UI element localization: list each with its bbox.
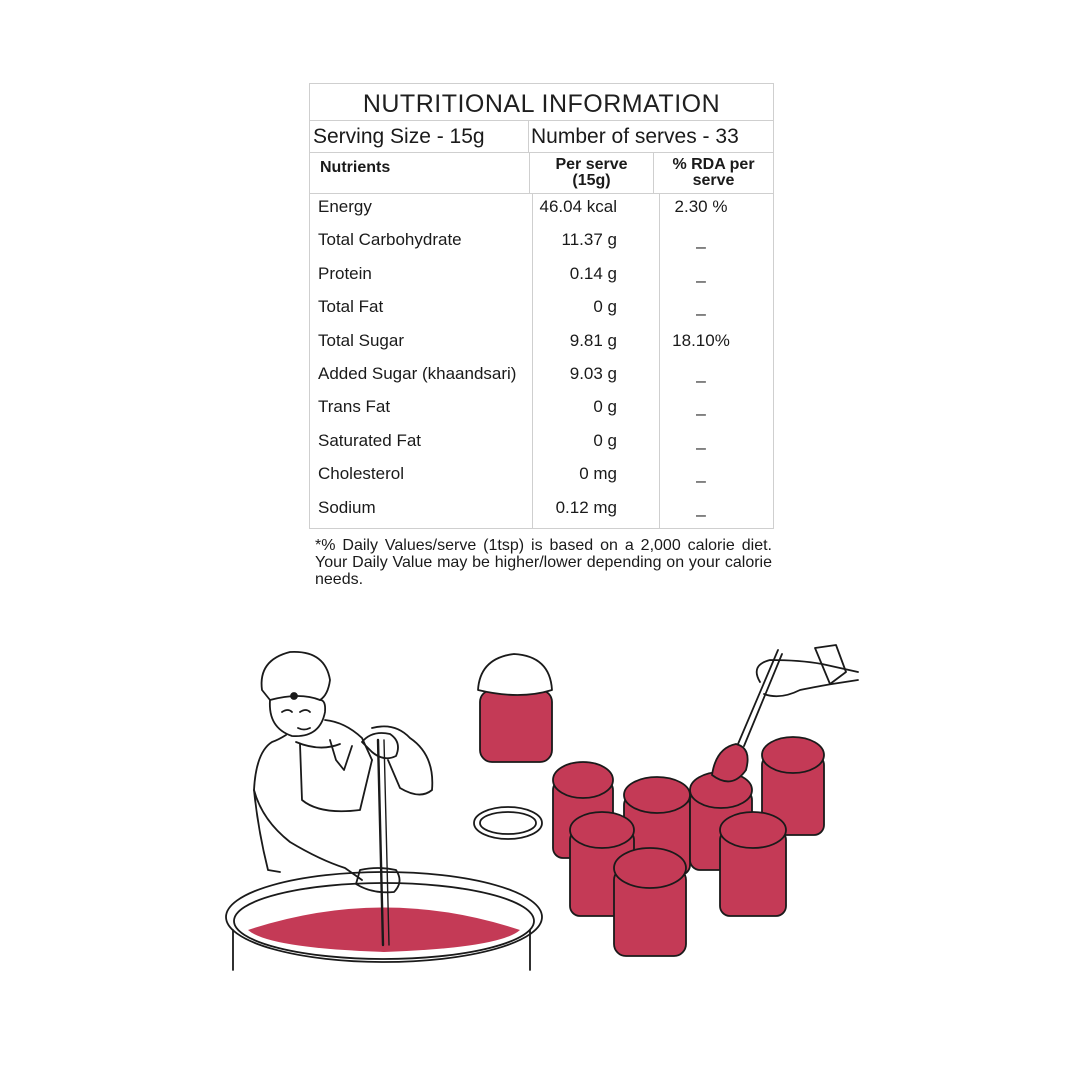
rda-value: _ bbox=[696, 430, 706, 450]
nutrient-name: Saturated Fat bbox=[318, 430, 422, 450]
nutrient-name: Sodium bbox=[318, 497, 376, 517]
rda-value: _ bbox=[696, 397, 706, 417]
per-serve-value: 11.37 g bbox=[561, 230, 617, 250]
per-serve-value: 0 g bbox=[593, 430, 617, 450]
per-serve-value: 0 g bbox=[593, 397, 617, 417]
per-serve-value: 46.04 kcal bbox=[539, 197, 617, 216]
nutrient-name: Trans Fat bbox=[318, 397, 391, 417]
rda-value: _ bbox=[696, 497, 706, 517]
rda-value: _ bbox=[696, 363, 706, 383]
per-serve-value: 0 mg bbox=[579, 464, 617, 484]
number-of-serves: Number of serves - 33 bbox=[531, 125, 739, 148]
header-per-serve-text: Per serve (15g) bbox=[555, 156, 628, 189]
nutrient-name: Total Carbohydrate bbox=[318, 230, 462, 250]
serving-size: Serving Size - 15g bbox=[310, 121, 529, 152]
per-serve-value: 9.03 g bbox=[569, 363, 617, 383]
rda-value: _ bbox=[696, 464, 706, 484]
rda-value: _ bbox=[696, 297, 706, 317]
woman-stirring-icon bbox=[254, 652, 432, 892]
per-serve-value: 0.14 g bbox=[569, 263, 617, 283]
per-serve-value: 0 g bbox=[593, 297, 617, 317]
per-serve-value: 9.81 g bbox=[569, 330, 617, 350]
nutrient-name: Cholesterol bbox=[318, 464, 404, 484]
rda-value: _ bbox=[696, 230, 706, 250]
nutrient-name: Protein bbox=[318, 263, 372, 283]
header-nutrients: Nutrients bbox=[310, 153, 530, 193]
jar-cluster-icon bbox=[553, 737, 824, 956]
nutrient-name: Energy bbox=[318, 197, 372, 216]
rda-value: 2.30 % bbox=[674, 197, 728, 216]
per-serve-value: 0.12 mg bbox=[555, 497, 617, 517]
jar-icon bbox=[478, 654, 552, 762]
nutrient-name: Total Fat bbox=[318, 297, 384, 317]
nutrient-name: Added Sugar (khaandsari) bbox=[318, 363, 517, 383]
nutrient-name: Total Sugar bbox=[318, 330, 404, 350]
cauldron-icon bbox=[226, 872, 542, 970]
table-title: NUTRITIONAL INFORMATION bbox=[310, 84, 773, 121]
header-rda-text: % RDA per serve bbox=[672, 156, 755, 189]
rda-value: _ bbox=[696, 263, 706, 283]
footnote: *% Daily Values/serve (1tsp) is based on a 2,000 calorie diet. Your Daily Value may be higher/lower depending on your calorie needs. bbox=[315, 536, 772, 588]
rda-value: 18.10% bbox=[672, 330, 730, 350]
